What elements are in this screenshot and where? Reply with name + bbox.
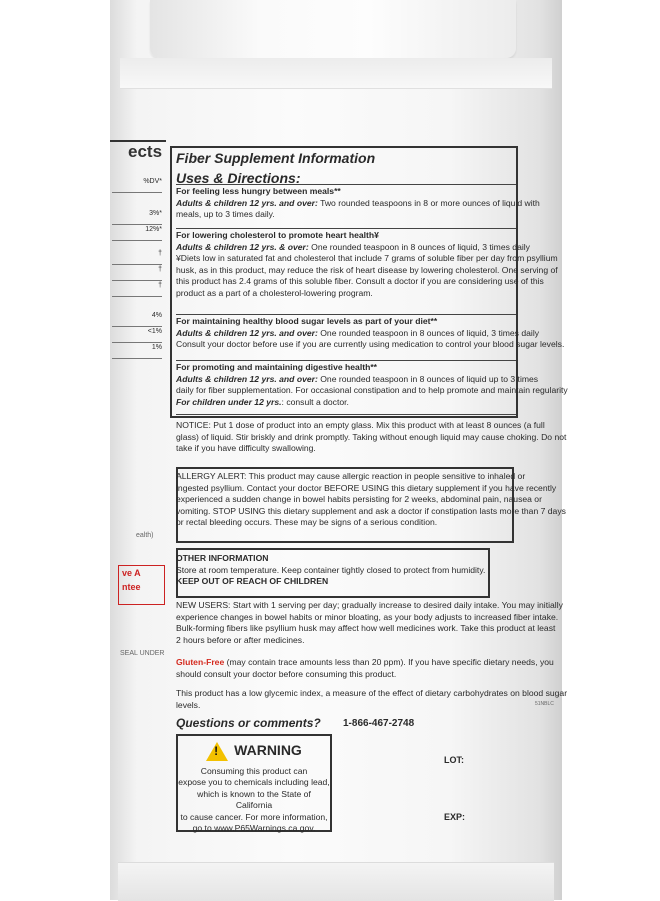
- other-info-text: [176, 553, 486, 588]
- line-text: One rounded teaspoon in 8 ounces of liquid, 3 times daily: [308, 241, 530, 252]
- panel-cell: †: [112, 250, 162, 265]
- section-line: [176, 241, 530, 254]
- direction-section: [176, 230, 558, 300]
- line-text: Consult your doctor before use if you are currently using medication to control your blood sugar levels.: [176, 339, 565, 350]
- notice-text: [176, 420, 567, 455]
- section-line: [176, 253, 558, 265]
- section-line: [176, 197, 540, 210]
- section-line: [176, 264, 558, 277]
- prop65-warning-box: [176, 734, 332, 832]
- warning-text: [178, 766, 330, 834]
- line-text: One rounded teaspoon in 8 ounces of liquid, 3 times daily: [317, 327, 540, 338]
- audience-label: For children under 12 yrs.: [176, 396, 282, 407]
- badge-line: ntee: [122, 582, 141, 592]
- panel-cell: 4%: [112, 312, 162, 327]
- product-code: 51NBLC: [535, 701, 554, 707]
- new-users-line: experience changes in bowel habits or minor bloating, as your body adjusts to increased fiber intake.: [176, 611, 559, 622]
- exp-label: EXP:: [444, 812, 466, 822]
- section-heading: For promoting and maintaining digestive health**: [176, 362, 378, 372]
- line-text: Two rounded teaspoons in 8 or more ounces of liquid with: [317, 197, 540, 208]
- notice-line: take if you have difficulty swallowing.: [176, 443, 316, 454]
- gluten-free-text: [176, 657, 554, 680]
- new-users-line: 2 hours before or after medicines.: [176, 634, 305, 645]
- other-info-line: Store at room temperature. Keep container tightly closed to protect from humidity.: [176, 564, 486, 575]
- warning-line: go to www.P65Warnings.ca.gov.: [192, 823, 316, 834]
- panel-cell: †: [112, 266, 162, 281]
- line-text: daily for fiber supplementation. For occasional constipation and to help promote and maintain regularity: [176, 385, 568, 396]
- panel-cell: †: [112, 282, 162, 297]
- section-line: [176, 339, 565, 351]
- panel-fragment: ealth): [136, 532, 154, 539]
- audience-label: Adults & children 12 yrs. and over:: [176, 327, 318, 338]
- section-divider: [176, 314, 516, 315]
- allergy-line: ALLERGY ALERT: This product may cause allergic reaction in people sensitive to inhaled or: [176, 471, 526, 481]
- section-divider: [176, 414, 516, 415]
- line-text: husk, as in this product, may reduce the risk of heart disease by lowering cholesterol. One serving of: [176, 264, 558, 275]
- section-line: [176, 276, 544, 288]
- uses-heading: Uses & Directions:: [176, 170, 301, 186]
- panel-cell: 3%*: [112, 210, 162, 225]
- line-text: ¥Diets low in saturated fat and cholesterol that include 7 grams of soluble fiber per day from psyllium: [176, 253, 558, 264]
- panel-title: ects: [128, 142, 163, 161]
- new-users-line: Bulk-forming fibers like psyllium husk may affect how well medicines work. Take this product at least: [176, 623, 556, 634]
- allergy-alert-text: [176, 471, 566, 529]
- section-heading: For feeling less hungry between meals**: [176, 186, 341, 196]
- section-line: [176, 385, 568, 397]
- lot-label: LOT:: [444, 755, 464, 765]
- notice-line: NOTICE: Put 1 dose of product into an empty glass. Mix this product with at least 8 ounces (a full: [176, 420, 545, 430]
- section-heading: For maintaining healthy blood sugar levels as part of your diet**: [176, 316, 438, 326]
- notice-line: glass) of liquid. Stir briskly and drink promptly. Taking without enough liquid may cause choking. Do not: [176, 431, 567, 442]
- allergy-line: or rectal bleeding occurs. These may be signs of a serious condition.: [176, 517, 438, 528]
- line-text: product as a part of a cholesterol-lowering program.: [176, 287, 373, 298]
- gluten-line: (may contain trace amounts less than 20 ppm). If you have specific dietary needs, you: [224, 657, 554, 667]
- panel-cell: 1%: [112, 344, 162, 359]
- glycemic-line: This product has a low glycemic index, a measure of the effect of dietary carbohydrates on blood sugar: [176, 688, 568, 698]
- direction-section: [176, 186, 540, 221]
- audience-label: Adults & children 12 yrs. & over:: [176, 241, 309, 252]
- line-text: One rounded teaspoon in 8 ounces of liquid up to 3 times: [317, 373, 539, 384]
- panel-cell: %DV*: [112, 178, 162, 193]
- warning-line: which is known to the State of California: [197, 788, 311, 811]
- warning-title: WARNING: [234, 742, 302, 759]
- panel-fragment: SEAL UNDER: [120, 650, 165, 657]
- phone-number: 1-866-467-2748: [343, 718, 415, 729]
- label-title: Fiber Supplement Information: [176, 150, 376, 166]
- section-divider: [176, 228, 516, 229]
- line-text: meals, up to 3 times daily.: [176, 209, 275, 220]
- panel-cell: 12%*: [112, 226, 162, 241]
- guarantee-badge: [118, 565, 165, 605]
- warning-line: Consuming this product can: [200, 766, 308, 776]
- direction-section: [176, 316, 565, 351]
- glycemic-line: levels.: [176, 699, 201, 710]
- audience-label: Adults & children 12 yrs. and over:: [176, 373, 318, 384]
- section-line: [176, 327, 540, 340]
- warning-heading: [178, 742, 330, 761]
- section-line: [176, 288, 516, 300]
- section-line: [176, 397, 516, 409]
- bottle-neck: [120, 58, 552, 89]
- new-users-line: NEW USERS: Start with 1 serving per day; gradually increase to desired daily intake. You may initially: [176, 600, 563, 610]
- audience-label: Adults & children 12 yrs. and over:: [176, 197, 318, 208]
- panel-cell: <1%: [112, 328, 162, 343]
- bottle-base: [118, 862, 554, 901]
- questions-heading: Questions or comments?: [176, 716, 321, 730]
- allergy-line: ingested psyllium. Contact your doctor BEFORE USING this dietary supplement if you have recently: [176, 482, 557, 493]
- keep-away-warning: KEEP OUT OF REACH OF CHILDREN: [176, 576, 329, 587]
- gluten-free-label: Gluten-Free: [176, 657, 225, 667]
- badge-line: ve A: [122, 568, 141, 578]
- gluten-line: should consult your doctor before consuming this product.: [176, 668, 397, 679]
- warning-line: to cause cancer. For more information,: [180, 811, 328, 822]
- section-divider: [176, 184, 516, 185]
- section-heading: For lowering cholesterol to promote heart health¥: [176, 230, 379, 240]
- bottle-cap: [150, 0, 516, 58]
- new-users-text: [176, 600, 563, 646]
- allergy-line: experienced a sudden change in bowel habits persisting for 2 weeks, abdominal pain, nausea or: [176, 494, 542, 505]
- other-info-title: OTHER INFORMATION: [176, 553, 269, 563]
- line-text: : consult a doctor.: [281, 396, 349, 407]
- direction-section: [176, 362, 568, 408]
- allergy-line: vomiting. STOP USING this dietary supplement and ask a doctor if constipation lasts more than 7 days: [176, 505, 566, 516]
- section-line: [176, 373, 539, 386]
- line-text: this product has 2.4 grams of this soluble fiber. Consult a doctor if you are considering use of this: [176, 276, 544, 287]
- section-divider: [176, 360, 516, 361]
- section-line: [176, 209, 516, 221]
- warning-line: expose you to chemicals including lead,: [178, 777, 330, 788]
- warning-triangle-icon: !: [206, 742, 228, 761]
